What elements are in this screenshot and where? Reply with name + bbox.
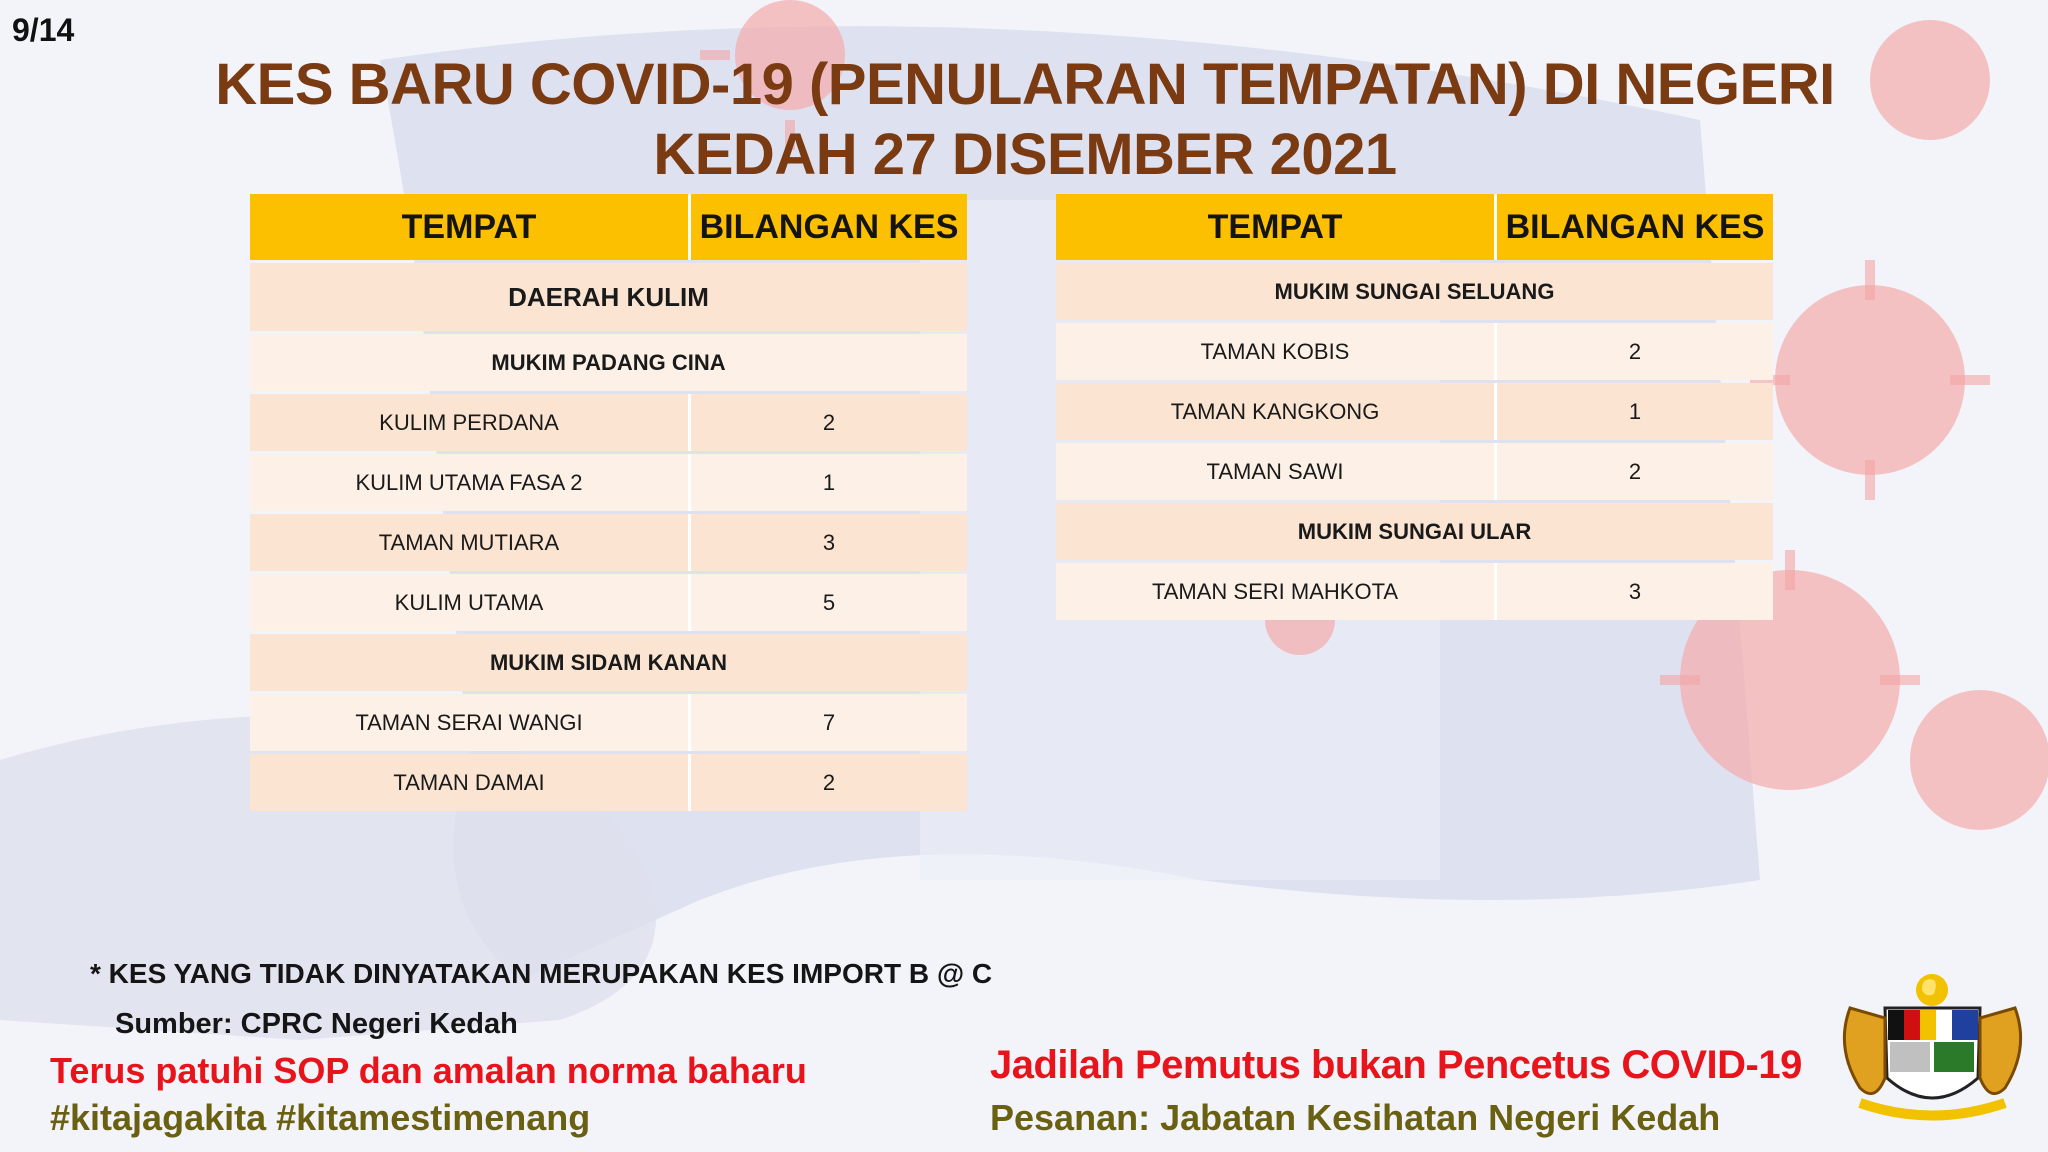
header-bilangan-kes: BILANGAN KES <box>1497 194 1773 260</box>
mukim-label: MUKIM SIDAM KANAN <box>250 634 967 691</box>
mukim-row <box>1056 263 1773 320</box>
place-cell: TAMAN KOBIS <box>1056 323 1497 380</box>
campaign-slogan: Jadilah Pemutus bukan Pencetus COVID-19 <box>990 1043 1802 1087</box>
mukim-label: MUKIM SUNGAI SELUANG <box>1056 263 1773 320</box>
place-cell: KULIM UTAMA FASA 2 <box>250 454 691 511</box>
header-tempat: TEMPAT <box>1056 194 1497 260</box>
count-cell: 1 <box>691 454 967 511</box>
place-cell: TAMAN SERAI WANGI <box>250 694 691 751</box>
footnote: * KES YANG TIDAK DINYATAKAN MERUPAKAN KES IMPORT B @ C <box>90 958 993 989</box>
count-cell: 3 <box>1497 563 1773 620</box>
mukim-label: MUKIM PADANG CINA <box>250 334 967 391</box>
header-tempat: TEMPAT <box>250 194 691 260</box>
place-cell: KULIM PERDANA <box>250 394 691 451</box>
mukim-row <box>250 334 967 391</box>
cases-table-left <box>250 191 967 814</box>
place-cell: TAMAN DAMAI <box>250 754 691 811</box>
table-row <box>250 754 967 811</box>
count-cell: 2 <box>1497 443 1773 500</box>
count-cell: 2 <box>1497 323 1773 380</box>
table-row <box>250 454 967 511</box>
header-bilangan-kes: BILANGAN KES <box>691 194 967 260</box>
table-row <box>250 694 967 751</box>
sop-slogan: Terus patuhi SOP dan amalan norma baharu <box>50 1050 807 1091</box>
page-counter: 9/14 <box>12 12 75 48</box>
table-row <box>250 514 967 571</box>
table-header-row <box>250 194 967 260</box>
table-row <box>1056 443 1773 500</box>
count-cell: 1 <box>1497 383 1773 440</box>
place-cell: TAMAN SAWI <box>1056 443 1497 500</box>
table-row <box>1056 563 1773 620</box>
place-cell: TAMAN MUTIARA <box>250 514 691 571</box>
cases-table-right <box>1056 191 1773 623</box>
count-cell: 3 <box>691 514 967 571</box>
place-cell: TAMAN SERI MAHKOTA <box>1056 563 1497 620</box>
coat-of-arms-icon <box>1830 968 2035 1133</box>
count-cell: 5 <box>691 574 967 631</box>
mukim-label: MUKIM SUNGAI ULAR <box>1056 503 1773 560</box>
count-cell: 2 <box>691 394 967 451</box>
source-note: Sumber: CPRC Negeri Kedah <box>115 1008 518 1040</box>
table-header-row <box>1056 194 1773 260</box>
count-cell: 2 <box>691 754 967 811</box>
place-cell: KULIM UTAMA <box>250 574 691 631</box>
title-line-2: KEDAH 27 DISEMBER 2021 <box>653 122 1397 187</box>
hashtags: #kitajagakita #kitamestimenang <box>50 1097 591 1138</box>
district-label: DAERAH KULIM <box>250 263 967 331</box>
count-cell: 7 <box>691 694 967 751</box>
table-row <box>250 394 967 451</box>
page-title <box>200 50 1850 190</box>
table-row <box>1056 383 1773 440</box>
table-row <box>250 574 967 631</box>
mukim-row <box>250 634 967 691</box>
mukim-row <box>1056 503 1773 560</box>
place-cell: TAMAN KANGKONG <box>1056 383 1497 440</box>
district-row <box>250 263 967 331</box>
title-line-1: KES BARU COVID-19 (PENULARAN TEMPATAN) DI NEGERI <box>215 52 1835 117</box>
table-row <box>1056 323 1773 380</box>
message-credit: Pesanan: Jabatan Kesihatan Negeri Kedah <box>990 1097 1721 1138</box>
